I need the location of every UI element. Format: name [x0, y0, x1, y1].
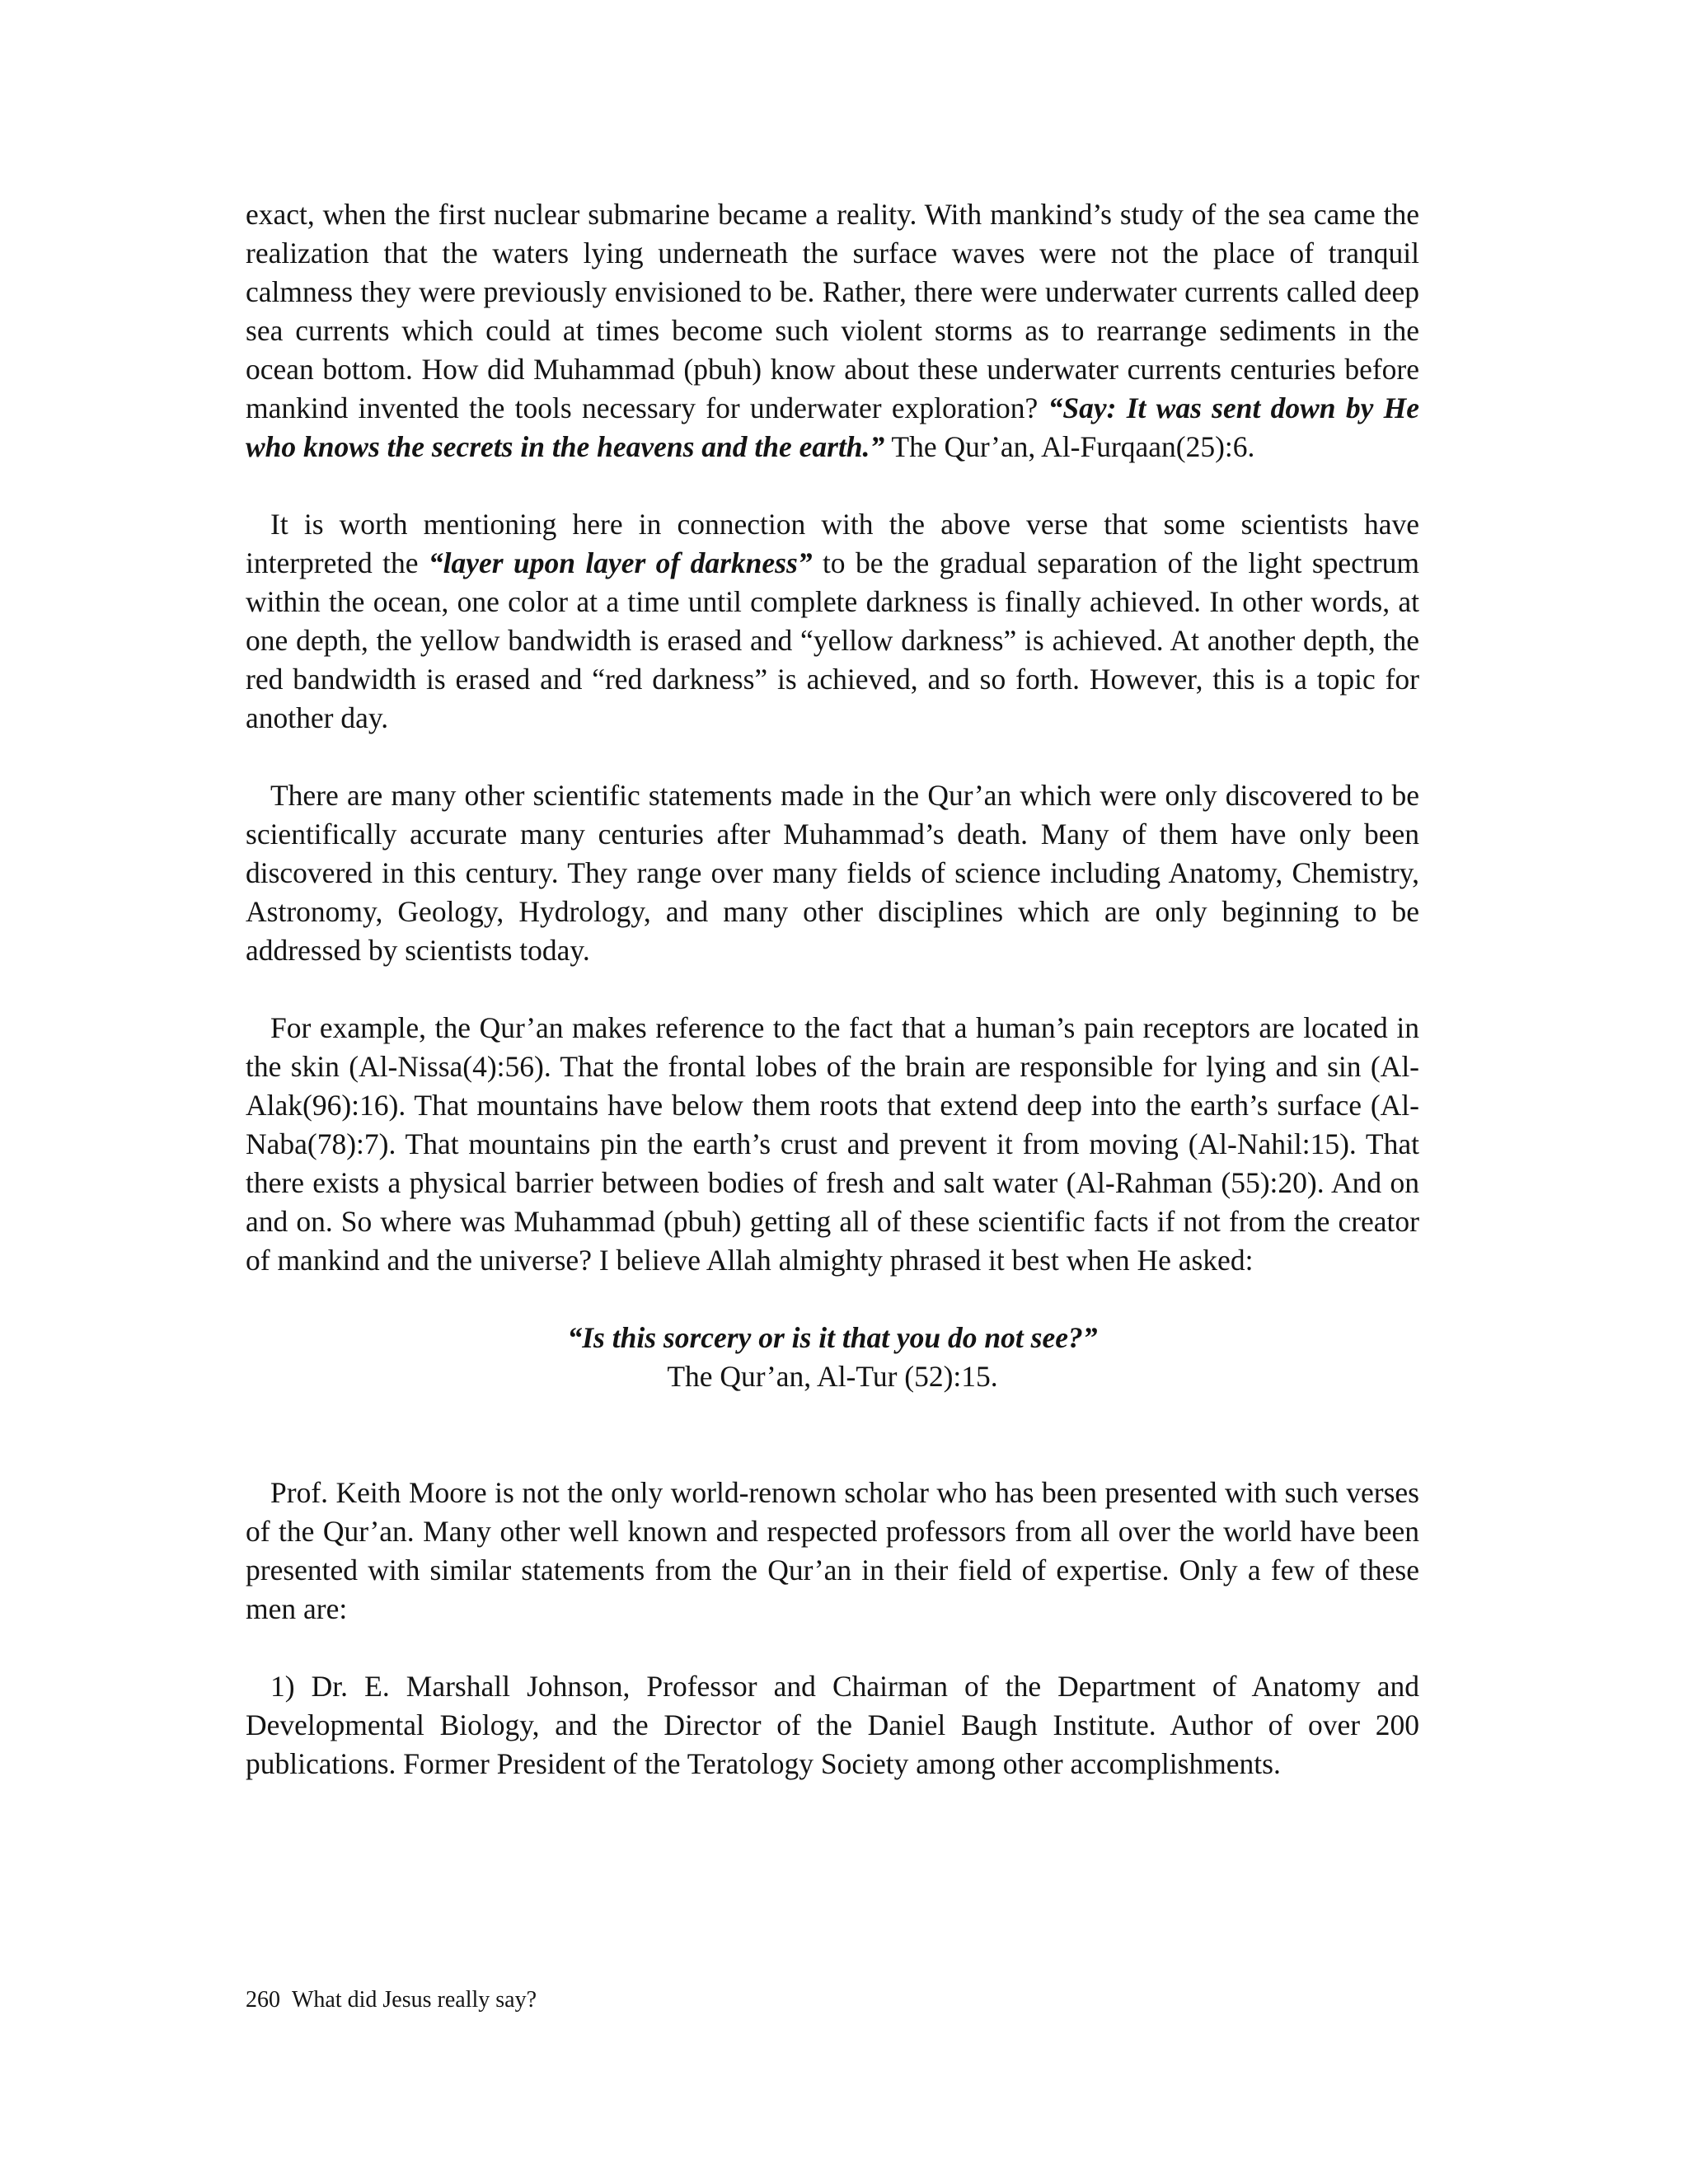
paragraph-spacer: [246, 1280, 1419, 1319]
centered-quote: “Is this sorcery or is it that you do not see?”: [567, 1321, 1098, 1354]
paragraph-spacer: [246, 970, 1419, 1009]
page-number: 260: [246, 1987, 280, 2013]
paragraph-scientific-statements: There are many other scientific statements made in the Qur’an which were only discovered to be scientifically accurate many centuries after Muhammad’s death. Many of them have only been discovered in this century. They range over many fields of science including Anatomy, Chemistry, Astronomy, Geology, Hydrology, and many other disciplines which are only beginning to be addressed by scientists today.: [246, 779, 1419, 967]
paragraph-submarine-currents: [246, 195, 1419, 466]
paragraph-tail: to be the gradual separation of the light spectrum within the ocean, one color at a time until complete darkness is finally achieved. In other words, at one depth, the yellow bandwidth is erased and “yellow darkness” is achieved. At another depth, the red bandwidth is erased and “red darkness” is achieved, and so forth. However, this is a topic for another day.: [246, 546, 1419, 734]
quran-quote: “Say: It was sent down by He who knows the secrets in the heavens and the earth.”: [246, 391, 1419, 463]
paragraph-spacer: [246, 738, 1419, 776]
paragraph-spacer: [246, 1396, 1419, 1474]
page-footer: [246, 1986, 537, 2014]
paragraph-marshall-johnson: 1) Dr. E. Marshall Johnson, Professor and Chairman of the Department of Anatomy and Developmental Biology, and the Director of the Daniel Baugh Institute. Author of over 200 publications. Former President of the Teratology Society among other accomplishments.: [246, 1670, 1419, 1780]
quote-citation: The Qur’an, Al-Furqaan(25):6.: [884, 430, 1255, 463]
paragraph-lead: It is worth mentioning here in connection with the above verse that some scientists have interpreted the: [246, 508, 1419, 579]
quran-quote: “layer upon layer of darkness”: [428, 546, 813, 579]
paragraph-layer-darkness: [246, 505, 1419, 738]
page-body: [246, 195, 1419, 1783]
paragraph-keith-moore: Prof. Keith Moore is not the only world-renown scholar who has been presented with such verses of the Qur’an. Many other well known and respected professors from all over the world have been presented with similar statements from the Qur’an in their field of expertise. Only a few of these men are:: [246, 1476, 1419, 1625]
paragraph-lead: exact, when the first nuclear submarine became a reality. With mankind’s study of the sea came the realization that the waters lying underneath the surface waves were not the place of tranquil calmness they were previously envisioned to be. Rather, there were underwater currents called deep sea currents which could at times become such violent storms as to rearrange sediments in the ocean bottom. How did Muhammad (pbuh) know about these underwater currents centuries before mankind invented the tools necessary for underwater exploration?: [246, 198, 1419, 424]
centered-quote-citation: The Qur’an, Al-Tur (52):15.: [667, 1360, 998, 1393]
paragraph-examples: For example, the Qur’an makes reference to the fact that a human’s pain receptors are located in the skin (Al-Nissa(4):56). That the frontal lobes of the brain are responsible for lying and sin (Al-Alak(96):16). That mountains have below them roots that extend deep into the earth’s surface (Al-Naba(78):7). That mountains pin the earth’s crust and prevent it from moving (Al-Nahil:15). That there exists a physical barrier between bodies of fresh and salt water (Al-Rahman (55):20). And on and on. So where was Muhammad (pbuh) getting all of these scientific facts if not from the creator of mankind and the universe? I believe Allah almighty phrased it best when He asked:: [246, 1011, 1419, 1277]
paragraph-spacer: [246, 1629, 1419, 1667]
running-title: What did Jesus really say?: [292, 1987, 537, 2013]
paragraph-spacer: [246, 466, 1419, 505]
